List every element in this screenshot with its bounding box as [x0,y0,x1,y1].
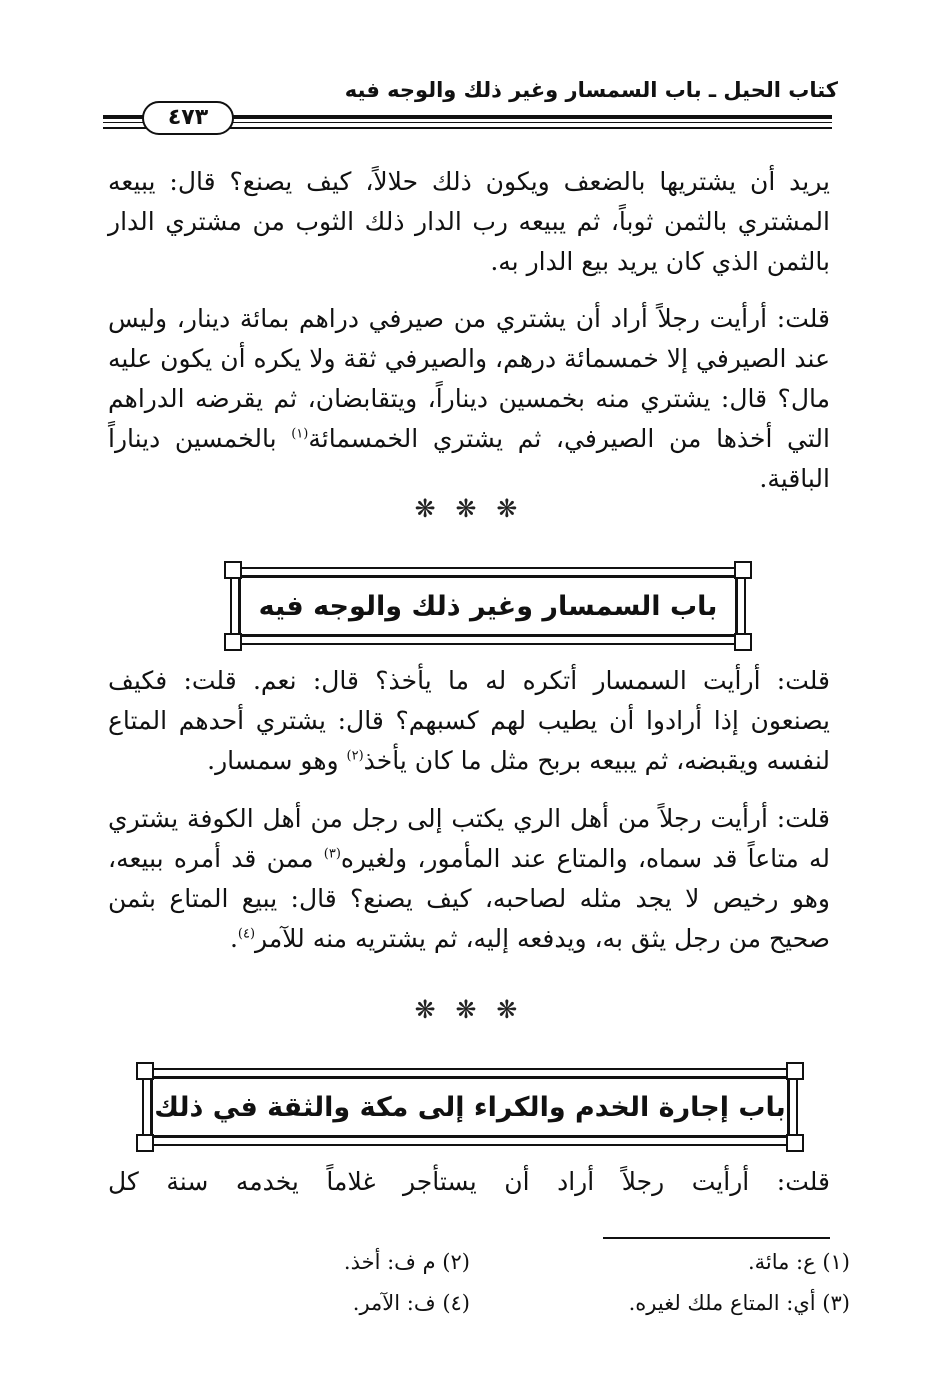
running-header-title: كتاب الحيل ـ باب السمسار وغير ذلك والوجه فيه [344,78,838,102]
page-number: ٤٧٣ [142,101,234,135]
paragraph-3-text: قلت: أرأيت السمسار أتكره له ما يأخذ؟ قال: نعم. قلت: فكيف يصنعون إذا أرادوا أن يطيب لهم كسبهم؟ قال: يشتري أحدهم المتاع لنفسه ويقبضه، ثم يبيعه بربح مثل ما كان يأخذ [108,666,830,775]
paragraph-3-tail: وهو سمسار. [207,746,347,775]
section-heading-ijara: باب إجارة الخدم والكراء إلى مكة والثقة في ذلك [154,1091,786,1123]
paragraph-2-text: قلت: أرأيت رجلاً أراد أن يشتري من صيرفي دراهم بمائة دينار، وليس عند الصيرفي إلا خمسمائة درهم، والصيرفي ثقة ولا يكره أن يكون عليه مال؟ قال: يشتري منه بخمسين ديناراً، ويتقابضان، ثم يقرضه الدراهم التي أخذها من الصيرفي، ثم يشتري الخمسمائة [108,304,830,453]
paragraph-5: قلت: أرأيت رجلاً أراد أن يستأجر غلاماً يخدمه سنة كل [108,1167,830,1196]
footnote-2: (٢) م ف: أخذ. [343,1250,470,1274]
footnote-ref-1: (١) [291,426,309,442]
footnote-4: (٤) ف: الآمر. [352,1291,470,1315]
footnote-ref-4: (٤) [237,926,256,942]
section-heading-frame [230,567,746,645]
paragraph-4-part-a: قلت: أرأيت رجلاً من أهل الري يكتب إلى رجل من أهل الكوفة يشتري له متاعاً قد سماه، والمتاع عند المأمور، ولغيره [108,804,830,873]
paragraph-4-tail: . [229,924,238,953]
paragraph-1: يريد أن يشتريها بالضعف ويكون ذلك حلالاً، كيف يصنع؟ قال: يبيعه المشتري بالثمن ثوباً، ثم يبيعه رب الدار ذلك الثوب من مشتري الدار بالثمن الذي كان يريد بيع الدار به. [108,167,830,276]
section-heading-samsar: باب السمسار وغير ذلك والوجه فيه [258,590,718,622]
footnote-3: (٣) أي: المتاع ملك لغيره. [628,1291,850,1315]
footnote-ref-3: (٣) [323,846,341,862]
paragraph-2 [108,299,830,499]
footnote-ref-2: (٢) [346,748,364,764]
paragraph-2-tail: بالخمسين ديناراً الباقية. [108,424,830,493]
paragraph-4 [108,799,830,959]
section-heading-frame [142,1068,798,1146]
paragraph-4-part-b: ممن قد أمره ببيعه، وهو رخيص لا يجد مثله لصاحبه، كيف يصنع؟ قال: يبيع المتاع بثمن صحيح من رجل يثق به، ويدفعه إليه، ثم يشتريه منه للآمر [108,844,830,953]
paragraph-3 [108,661,830,781]
section-divider-ornament: ❋ ❋ ❋ [414,494,524,523]
footnote-1: (١) ع: مائة. [747,1250,850,1274]
footnote-separator [603,1237,830,1239]
section-divider-ornament: ❋ ❋ ❋ [414,995,524,1024]
